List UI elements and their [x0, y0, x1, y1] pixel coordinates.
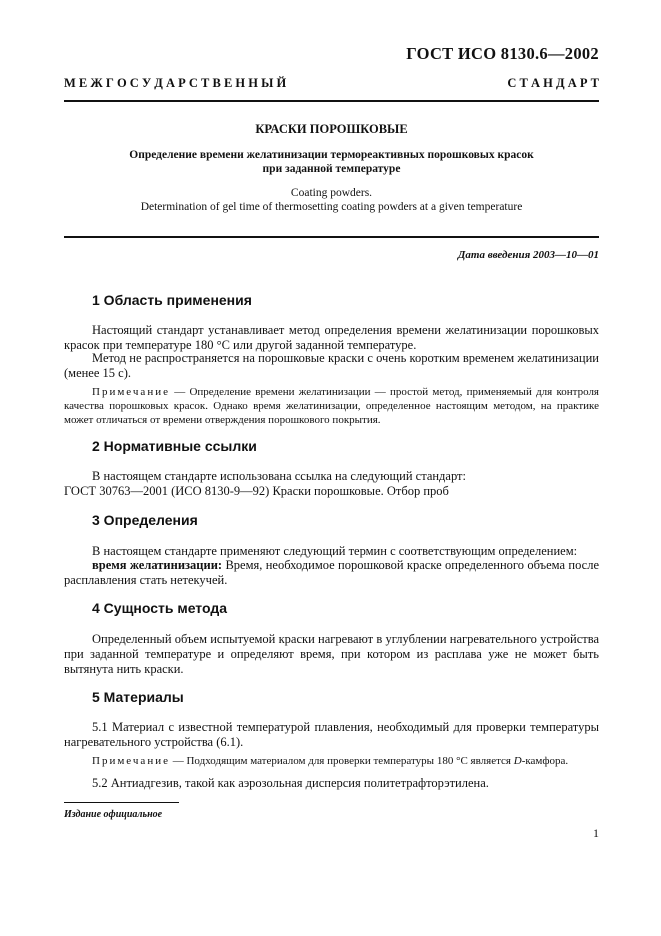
- section-5-note: [64, 754, 599, 768]
- note-text-a: — Подходящим материалом для проверки температуры 180 °С является: [169, 755, 514, 767]
- title-rule: [64, 236, 599, 238]
- note-label: Примечание: [92, 755, 170, 767]
- note-italic-d: D: [513, 755, 522, 767]
- document-title: КРАСКИ ПОРОШКОВЫЕ: [255, 122, 408, 136]
- note-label: Примечание: [92, 386, 170, 398]
- section-3-paragraph-1: В настоящем стандарте применяют следующий термин с соответствующим определением:: [92, 544, 578, 558]
- standard-type-banner: [64, 76, 599, 91]
- english-title-line-1: Coating powders.: [290, 187, 373, 199]
- header-rule: [64, 100, 599, 102]
- section-3-heading: 3 Определения: [92, 512, 198, 528]
- english-title: [64, 186, 599, 214]
- subtitle-line-2: при заданной температуре: [262, 163, 401, 175]
- section-1-paragraph-1: Настоящий стандарт устанавливает метод определения времени желатинизации порошковых красок при температуре 180 °С или другой заданной температуре.: [64, 323, 599, 352]
- banner-word-interstate: М Е Ж Г О С У Д А Р С Т В Е Н Н Ы Й: [64, 76, 287, 90]
- section-5-item-1: 5.1 Материал с известной температурой плавления, необходимый для проверки температуры нагревательного устройства (6.1).: [64, 720, 599, 749]
- section-4-heading: 4 Сущность метода: [92, 600, 228, 616]
- banner-word-standard: С Т А Н Д А Р Т: [507, 76, 599, 90]
- section-5-item-2: 5.2 Антиадгезив, такой как аэрозольная дисперсия политетрафторэтилена.: [92, 776, 489, 790]
- term-definition: Время, необходимое порошковой краске определенного объема после расплавления стать нетекучей.: [64, 558, 599, 587]
- standard-code: ГОСТ ИСО 8130.6—2002: [406, 44, 599, 63]
- section-5-heading: 5 Материалы: [92, 689, 184, 705]
- document-subtitle: [64, 148, 599, 176]
- section-1-note: [64, 385, 599, 427]
- introduction-date: Дата введения 2003—10—01: [457, 249, 599, 261]
- section-3-definition: [64, 558, 599, 588]
- note-text-b: -камфора.: [521, 755, 569, 767]
- section-2-reference: ГОСТ 30763—2001 (ИСО 8130-9—92) Краски порошковые. Отбор проб: [64, 484, 449, 498]
- section-2-paragraph-1: В настоящем стандарте использована ссылка на следующий стандарт:: [92, 469, 466, 483]
- section-2-heading: 2 Нормативные ссылки: [92, 438, 257, 454]
- footer-rule: [64, 802, 179, 803]
- official-edition-label: Издание официальное: [64, 809, 163, 820]
- subtitle-line-1: Определение времени желатинизации термореактивных порошковых красок: [129, 149, 534, 161]
- section-1-heading: 1 Область применения: [92, 292, 252, 308]
- note-text: — Определение времени желатинизации — простой метод, применяемый для контроля качества порошковых красок. Однако время желатинизации, определенное настоящим методом, на практике может отличаться от времени отверждения порошкового покрытия.: [64, 386, 599, 426]
- english-title-line-2: Determination of gel time of thermosetting coating powders at a given temperature: [140, 201, 523, 213]
- section-4-paragraph-1: Определенный объем испытуемой краски нагревают в углублении нагревательного устройства при заданной температуре и определяют время, при котором из расплава уже не может быть вытянута нить краски.: [64, 632, 599, 676]
- section-1-paragraph-2: Метод не распространяется на порошковые краски с очень коротким временем желатинизации (менее 15 с).: [64, 351, 599, 380]
- page-number: 1: [593, 826, 599, 840]
- defined-term: время желатинизации:: [92, 558, 223, 572]
